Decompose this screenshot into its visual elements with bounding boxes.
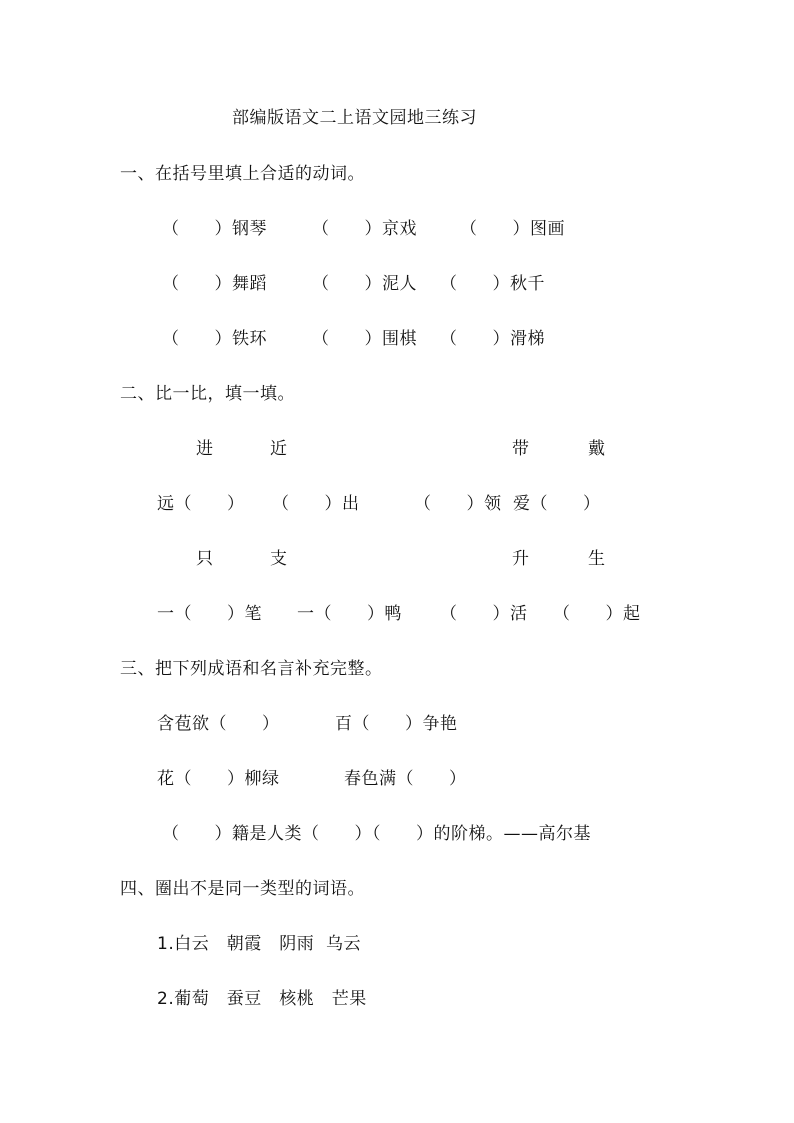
s2-char: 带 <box>512 439 530 459</box>
section-2-heading: 二、比一比，填一填。 <box>120 384 295 404</box>
page-title: 部编版语文二上语文园地三练习 <box>232 108 477 128</box>
s2-fill: （ ）出 <box>272 494 360 514</box>
section-3-heading: 三、把下列成语和名言补充完整。 <box>120 659 383 679</box>
section-1-heading: 一、在括号里填上合适的动词。 <box>120 164 365 184</box>
s2-char: 进 <box>196 439 214 459</box>
s4-item: 2.葡萄 蚕豆 核桃 芒果 <box>157 989 367 1009</box>
s3-quote: （ ）籍是人类（ ）（ ）的阶梯。——高尔基 <box>162 824 591 844</box>
s2-char: 支 <box>270 549 288 569</box>
s3-idiom: 含苞欲（ ） <box>157 714 280 734</box>
s2-char: 近 <box>270 439 288 459</box>
s2-fill: （ ）领 <box>414 494 502 514</box>
s1-item: （ ）京戏 <box>312 219 417 239</box>
s2-fill: （ ）起 <box>553 604 641 624</box>
s1-item: （ ）舞蹈 <box>162 274 267 294</box>
s1-item: （ ）图画 <box>460 219 565 239</box>
s2-fill: 一（ ）鸭 <box>297 604 402 624</box>
s3-idiom: 花（ ）柳绿 <box>157 769 280 789</box>
s2-char: 只 <box>196 549 214 569</box>
s2-char: 戴 <box>588 439 606 459</box>
s2-fill: 爱（ ） <box>513 494 601 514</box>
s2-char: 升 <box>512 549 530 569</box>
section-4-heading: 四、圈出不是同一类型的词语。 <box>120 879 365 899</box>
s1-item: （ ）铁环 <box>162 329 267 349</box>
s1-item: （ ）滑梯 <box>440 329 545 349</box>
s1-item: （ ）钢琴 <box>162 219 267 239</box>
s2-fill: 远（ ） <box>157 494 245 514</box>
s3-idiom: 春色满（ ） <box>344 769 467 789</box>
s1-item: （ ）泥人 <box>312 274 417 294</box>
s4-item: 1.白云 朝霞 阴雨 乌云 <box>157 934 362 954</box>
s3-idiom: 百（ ）争艳 <box>335 714 458 734</box>
s2-fill: （ ）活 <box>440 604 528 624</box>
s1-item: （ ）围棋 <box>312 329 417 349</box>
s2-fill: 一（ ）笔 <box>157 604 262 624</box>
s2-char: 生 <box>588 549 606 569</box>
s1-item: （ ）秋千 <box>440 274 545 294</box>
